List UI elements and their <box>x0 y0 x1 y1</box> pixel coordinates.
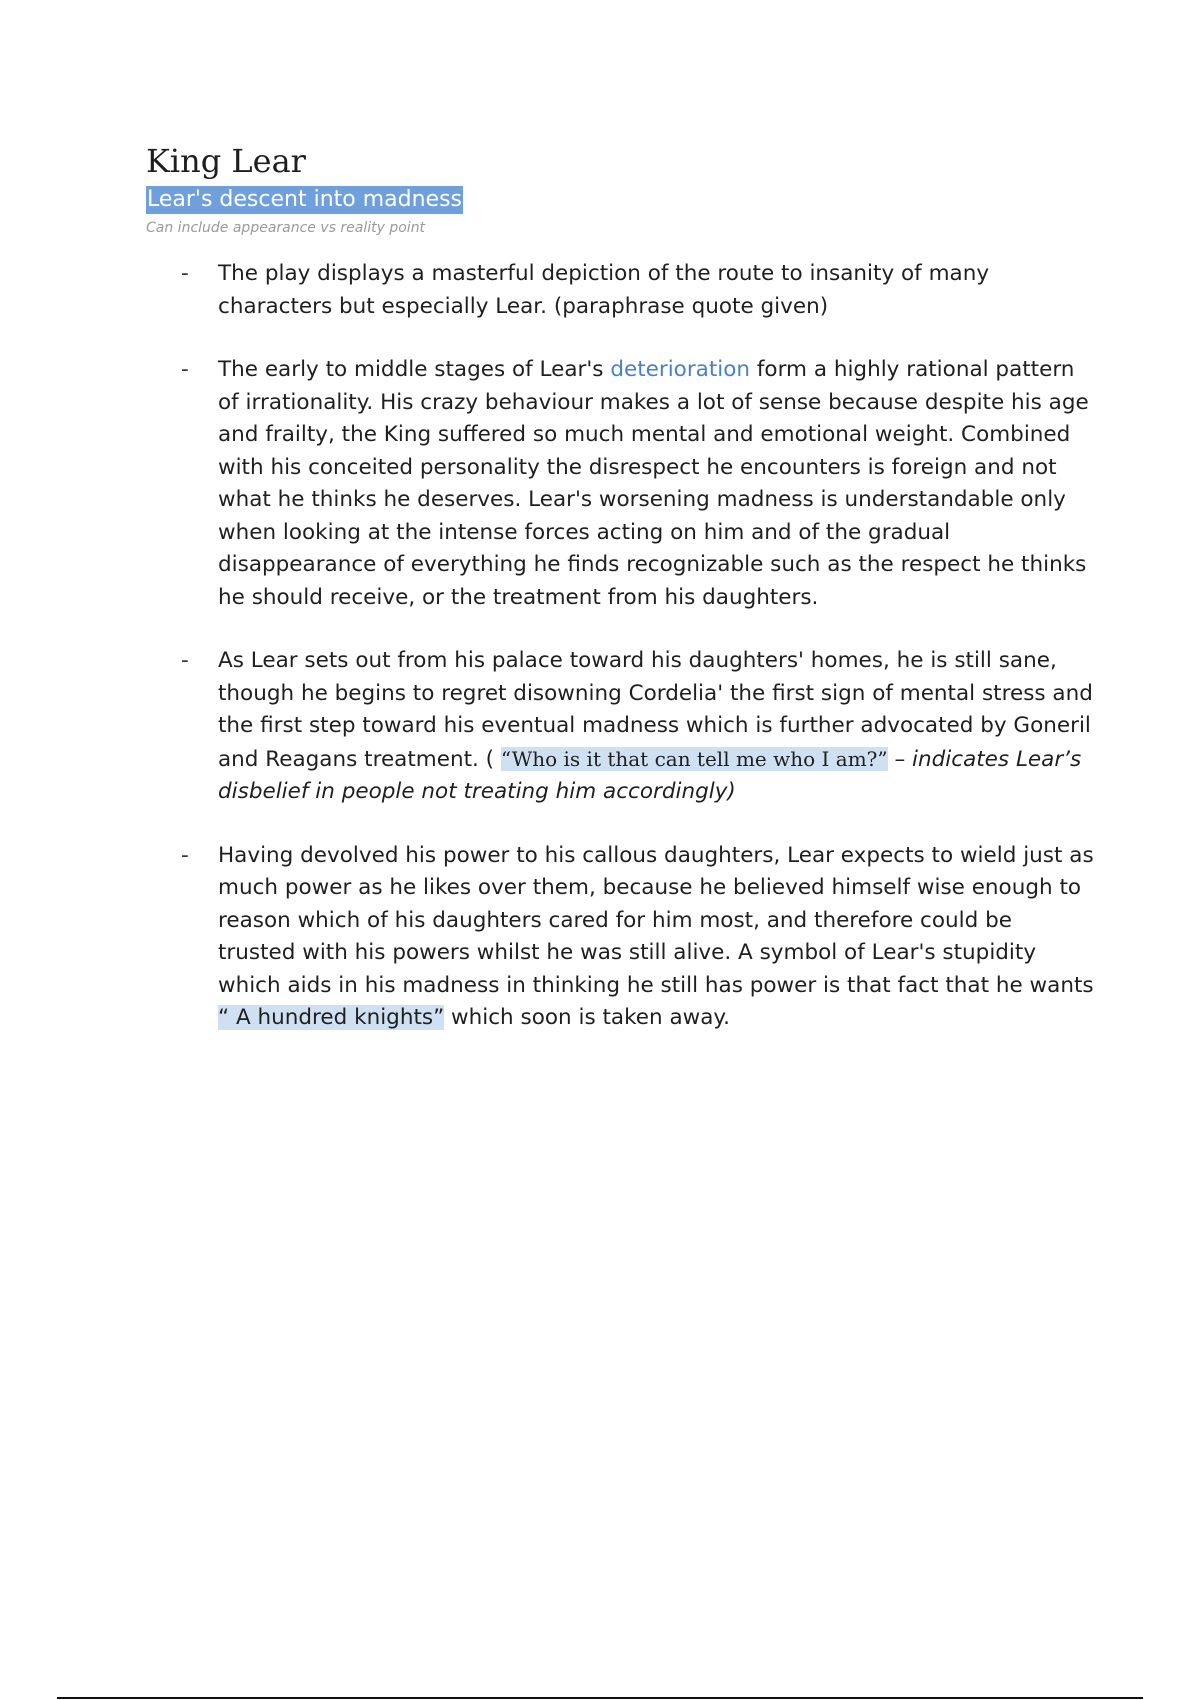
page-bottom-rule <box>57 1697 1143 1699</box>
document-subtitle[interactable]: Lear's descent into madness <box>147 187 463 212</box>
bullet-item-1 <box>146 258 1096 323</box>
document-note: Can include appearance vs reality point <box>146 220 426 236</box>
highlighted-quote[interactable]: “Who is it that can tell me who I am?” <box>500 746 888 771</box>
bullet-text: The play displays a masterful depiction of the route to insanity of many characters but especially Lear. (paraphrase quote given) <box>218 261 990 319</box>
quote-dash: – <box>887 746 913 772</box>
bullet-item-2 <box>146 354 1096 614</box>
bullet-item-3 <box>146 645 1096 809</box>
bullet-text-post: which soon is taken away. <box>444 1005 730 1030</box>
bullet-marker: - <box>181 648 189 673</box>
document-title: King Lear <box>146 142 306 180</box>
bullet-list <box>146 258 1096 1066</box>
bullet-item-4 <box>146 840 1096 1035</box>
bullet-marker: - <box>181 842 189 868</box>
deterioration-link[interactable]: deterioration <box>610 357 751 382</box>
bullet-text-pre: Having devolved his power to his callous daughters, Lear expects to wield just as much power as he likes over them, because he believed himself wise enough to reason which of his daughters cared for him most, and therefore could be trusted with his powers whilst he was still alive. A symbol of Lear's stupidity which aids in his madness in thinking he still has power is that fact that he wants <box>218 842 1094 998</box>
bullet-text-pre: As Lear sets out from his palace toward his daughters' homes, he is still sane, though he begins to regret disowning Cordelia' the first sign of mental stress and the first step toward his eventual madness which is further advocated by Goneril and Reagans treatment. ( <box>218 648 1093 772</box>
bullet-text-pre: The early to middle stages of Lear's <box>218 357 611 382</box>
highlighted-quote[interactable]: “ A hundred knights” <box>218 1005 445 1030</box>
bullet-marker: - <box>181 357 189 382</box>
bullet-italic-commentary: indicates Lear’s disbelief in people not treating him accordingly) <box>218 746 1082 804</box>
bullet-text-post: form a highly rational pattern of irrationality. His crazy behaviour makes a lot of sense because despite his age and frailty, the King suffered so much mental and emotional weight. Combined with his conceited personality the disrespect he encounters is foreign and not what he thinks he deserves. Lear's worsening madness is understandable only when looking at the intense forces acting on him and of the gradual disappearance of everything he finds recognizable such as the respect he thinks he should receive, or the treatment from his daughters. <box>218 357 1089 610</box>
bullet-marker: - <box>181 261 189 286</box>
